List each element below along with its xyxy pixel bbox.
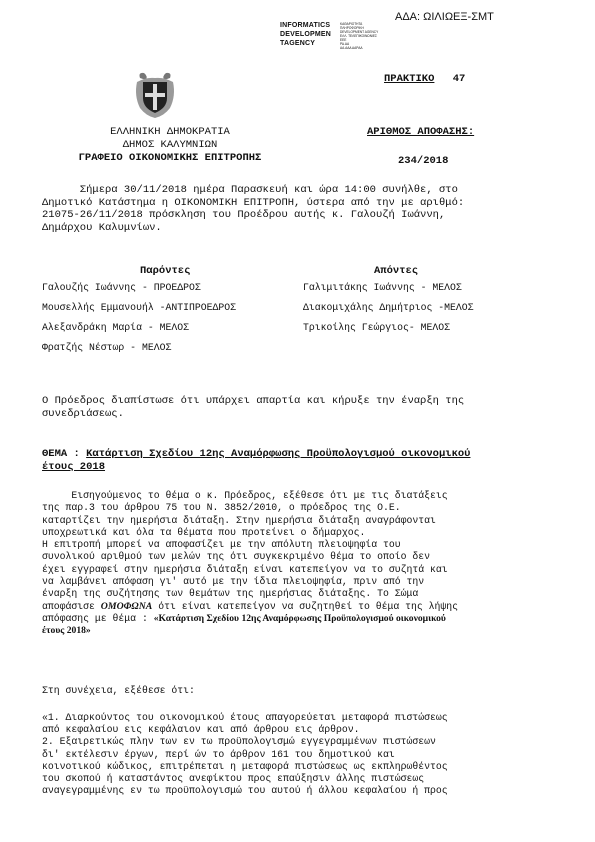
subject-title: Κατάρτιση Σχεδίου 12ης Αναμόρφωσης Προϋπολογισμού οικονομικού bbox=[86, 448, 471, 460]
report-line: Η επιτροπή μπορεί να αποφασίζει με την απόλυτη πλειοψηφία του bbox=[42, 539, 401, 551]
continuation-text: Στη συνέχεια, εξέθεσε ότι: bbox=[42, 685, 195, 696]
republic-name: ΕΛΛΗΝΙΚΗ ΔΗΜΟΚΡΑΤΙΑ bbox=[110, 126, 230, 138]
article-line: αναγεγραμμένης εν τω προϋπολογισμώ του αυτού ή άλλου κεφαλαίου ή προς bbox=[42, 785, 448, 797]
stamp-fine: DEVELOPMENT AGENCY bbox=[340, 30, 379, 34]
decision-number: 234/2018 bbox=[398, 155, 449, 167]
present-member: Αλεξανδράκη Μαρία - ΜΕΛΟΣ bbox=[42, 322, 189, 333]
article-line: 2. Εξαιρετικώς πλην των εν τω προϋπολογισμώ εγγεγραμμένων πιστώσεων bbox=[42, 736, 436, 748]
intro-line: Σήμερα 30/11/2018 ημέρα Παρασκευή και ώρα 14:00 συνήλθε, στο bbox=[42, 184, 458, 196]
absent-member: Γαλιμιτάκης Ιωάννης - ΜΕΛΟΣ bbox=[303, 282, 462, 293]
report-line: έναρξη της συζήτησης των θεμάτων της ημερήσιας διάταξης. Το Σώμα bbox=[42, 588, 419, 600]
quorum-paragraph bbox=[42, 395, 554, 420]
stamp-fine: ΕΛΛ. ΤΕΛΕΠΙΚΟΙΝΩΝΙΕΣ bbox=[340, 34, 377, 38]
report-line: συνολικού αριθμού των μελών της ότι συγκεκριμένο θέμα το οποίο δεν bbox=[42, 551, 431, 563]
present-member: Μουσελλής Εμμανουήλ -ΑΝΤΙΠΡΟΕΔΡΟΣ bbox=[42, 302, 237, 313]
present-list bbox=[42, 282, 236, 362]
absent-heading: Απόντες bbox=[374, 265, 419, 277]
article-line: «1. Διαρκούντος του οικονομικού έτους απαγορεύεται μεταφορά πιστώσεως bbox=[42, 712, 448, 723]
absent-list bbox=[303, 282, 474, 342]
stamp-fine: ΕΕΕ bbox=[340, 38, 347, 42]
report-line: έχει εγγραφεί στην ημερήσια διάταξη είναι κατεπείγον να το συζητά και bbox=[42, 563, 448, 575]
report-line: να λαμβάνει απόφαση γι' αυτό με την ίδια πλειοψηφία, πριν από την bbox=[42, 576, 425, 588]
article-line: του σκοπού ή καταστάντος ανεφίκτου προς επαύξησιν άλλης πιστώσεως bbox=[42, 773, 425, 785]
present-heading: Παρόντες bbox=[140, 265, 191, 277]
report-line: καταρτίζει την ημερήσια διάταξη. Στην ημερήσια διάταξη αναγράφονται bbox=[42, 514, 436, 526]
subject bbox=[42, 448, 562, 473]
issuer-block bbox=[60, 126, 280, 165]
article-line: κοινοτικού κώδικος, επιτρέπεται η μεταφορά πιστώσεως ως εκπληρωθέντος bbox=[42, 760, 448, 772]
intro-paragraph bbox=[42, 184, 554, 234]
stamp-fine: ΑΑ.ΑΑΑ ΑΑΡΑΑ bbox=[340, 46, 363, 50]
intro-line: 21075-26/11/2018 πρόσκληση του Προέδρου αυτής κ. Γαλουζή Ιωάννη, bbox=[42, 209, 446, 222]
stamp-line: INFORMATICS bbox=[280, 22, 331, 29]
present-member: Γαλουζής Ιωάννης - ΠΡΟΕΔΡΟΣ bbox=[42, 282, 201, 293]
intro-line: Δημάρχου Καλυμνίων. bbox=[42, 221, 162, 234]
informatics-stamp bbox=[280, 21, 379, 57]
absent-member: Διακομιχάλης Δημήτριος -ΜΕΛΟΣ bbox=[303, 302, 474, 313]
praktiko-number: 47 bbox=[452, 73, 466, 85]
article-line: δι' εκτέλεσιν έργων, περί ών το άρθρον 161 του δημοτικού και bbox=[42, 748, 395, 760]
stamp-fine: ΡΑ.ΑΑ bbox=[340, 42, 350, 46]
praktiko-label: ΠΡΑΚΤΙΚΟ bbox=[384, 73, 435, 85]
quorum-line: Ο Πρόεδρος διαπίστωσε ότι υπάρχει απαρτία και κήρυξε την έναρξη της bbox=[42, 395, 465, 407]
municipality-name: ΔΗΜΟΣ ΚΑΛΥΜΝΙΩΝ bbox=[122, 139, 218, 151]
praktiko bbox=[384, 73, 465, 85]
decision-subject-cont: έτους 2018» bbox=[42, 625, 91, 637]
subject-title-cont: έτους 2018 bbox=[42, 460, 106, 473]
decision-line: αποφάσισε ΟΜΟΦΩΝΑ ότι είναι κατεπείγον να συζητηθεί το θέμα της λήψης bbox=[42, 600, 459, 612]
article-line: από κεφαλαίου εις κεφάλαιον και από άρθρου εις άρθρον. bbox=[42, 724, 360, 736]
stamp-fine: ΠΛΗΡΟΦΟΡΙΚΗ bbox=[340, 26, 364, 30]
unanimous-mark: ΟΜΟΦΩΝΑ bbox=[100, 600, 153, 612]
stamp-line: TAGENCY bbox=[280, 40, 316, 47]
stamp-fine: ΚΑΘΑΡΙΟΤΗΤΑ bbox=[340, 22, 363, 26]
office-name: ΓΡΑΦΕΙΟ ΟΙΚΟΝΟΜΙΚΗΣ ΕΠΙΤΡΟΠΗΣ bbox=[78, 152, 262, 164]
decision-subject: «Κατάρτιση Σχεδίου 12ης Αναμόρφωσης Προϋπολογισμού οικονομικού bbox=[153, 612, 446, 624]
report-paragraph bbox=[42, 490, 562, 638]
report-line: Εισηγούμενος το θέμα ο κ. Πρόεδρος, εξέθεσε ότι με τις διατάξεις bbox=[42, 490, 448, 501]
articles-paragraph bbox=[42, 712, 562, 797]
ada-code: ΑΔΑ: ΩΙΛΙΩΕΞ-ΣΜΤ bbox=[395, 11, 494, 23]
decision-label: ΑΡΙΘΜΟΣ ΑΠΟΦΑΣΗΣ: bbox=[367, 126, 475, 138]
decision-subject-line: απόφασης με θέμα : «Κατάρτιση Σχεδίου 12ης Αναμόρφωσης Προϋπολογισμού οικονομικού bbox=[42, 612, 446, 624]
stamp-line: DEVELOPMEN bbox=[280, 31, 332, 38]
subject-label: ΘΕΜΑ : bbox=[42, 448, 87, 460]
greek-emblem-icon bbox=[134, 70, 176, 120]
report-line: της παρ.3 του άρθρου 75 του Ν. 3852/2010, ο πρόεδρος της Ο.Ε. bbox=[42, 502, 401, 514]
report-line: υποχρεωτικά και όλα τα θέματα που προτείνει ο δήμαρχος. bbox=[42, 526, 366, 538]
quorum-line: συνεδριάσεως. bbox=[42, 407, 124, 420]
absent-member: Τρικοίλης Γεώργιος- ΜΕΛΟΣ bbox=[303, 322, 450, 333]
present-member: Φρατζής Νέστωρ - ΜΕΛΟΣ bbox=[42, 342, 172, 353]
intro-line: Δημοτικό Κατάστημα η ΟΙΚΟΝΟΜΙΚΗ ΕΠΙΤΡΟΠΗ, ύστερα από την με αριθμό: bbox=[42, 196, 465, 209]
